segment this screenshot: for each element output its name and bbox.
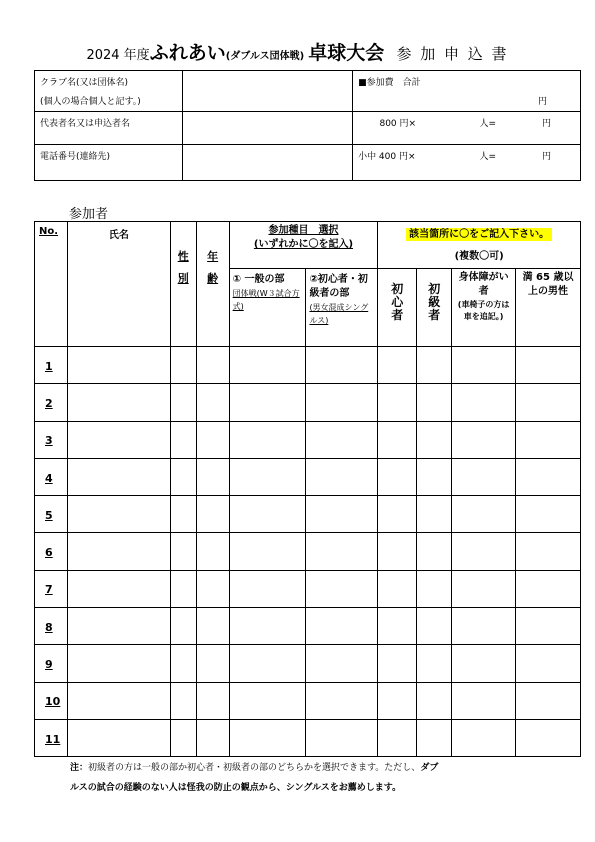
- beginner-division-sub: (男女混成シングルス): [309, 303, 369, 325]
- note-bold-2: ルスの試合の経験のない人は怪我の防止の観点から、シングルスをお薦めします。: [70, 783, 402, 793]
- entrant-sex-field[interactable]: [170, 384, 196, 421]
- elementary-check[interactable]: [417, 347, 452, 384]
- disabled-check[interactable]: [452, 347, 516, 384]
- elementary-check[interactable]: [417, 458, 452, 495]
- fee-child-cell[interactable]: [353, 145, 581, 181]
- entrant-row: [35, 608, 581, 645]
- disabled-check[interactable]: [452, 496, 516, 533]
- disabled-check[interactable]: [452, 570, 516, 607]
- fee-child-label: 小中 400 円×: [358, 152, 416, 162]
- entrant-sex-field[interactable]: [170, 682, 196, 719]
- entrant-name-field[interactable]: [67, 458, 170, 495]
- beginner-division-check[interactable]: [306, 533, 378, 570]
- entrant-name-field[interactable]: [67, 645, 170, 682]
- entrant-row: [35, 384, 581, 421]
- event-select-label: 参加種目 選択: [268, 225, 339, 236]
- over65-check[interactable]: [516, 384, 581, 421]
- entrant-name-field[interactable]: [67, 608, 170, 645]
- novice-check[interactable]: [378, 347, 417, 384]
- event-select-sub: (いずれかに〇を記入): [253, 239, 354, 250]
- entrant-name-field[interactable]: [67, 347, 170, 384]
- entrant-name-field[interactable]: [67, 533, 170, 570]
- fee-child-persons: 人=: [479, 152, 497, 162]
- entrant-name-field[interactable]: [67, 719, 170, 756]
- elementary-check[interactable]: [417, 645, 452, 682]
- disabled-check[interactable]: [452, 533, 516, 570]
- entrant-name-field[interactable]: [67, 570, 170, 607]
- disabled-check[interactable]: [452, 608, 516, 645]
- entrant-name-field[interactable]: [67, 682, 170, 719]
- entrant-sex-field[interactable]: [170, 347, 196, 384]
- over65-check[interactable]: [516, 347, 581, 384]
- col-over65: 満 65 歳以上の男性: [522, 272, 574, 297]
- novice-check[interactable]: [378, 496, 417, 533]
- fee-total-label: ■参加費 合計: [358, 78, 421, 88]
- phone-label: 電話番号(連絡先): [35, 145, 183, 181]
- entrant-sex-field[interactable]: [170, 719, 196, 756]
- entrant-age-field[interactable]: [196, 496, 229, 533]
- club-label: クラブ名(又は団体名): [40, 78, 129, 88]
- disabled-check[interactable]: [452, 421, 516, 458]
- note-bold-1: ダブ: [420, 763, 439, 773]
- general-division-check[interactable]: [229, 570, 306, 607]
- entrant-age-field[interactable]: [196, 421, 229, 458]
- disabled-check[interactable]: [452, 645, 516, 682]
- disabled-check[interactable]: [452, 719, 516, 756]
- entrant-row: [35, 719, 581, 756]
- entrant-row-number: 11: [35, 719, 68, 756]
- entrant-age-field[interactable]: [196, 645, 229, 682]
- entrant-row: [35, 496, 581, 533]
- novice-check[interactable]: [378, 421, 417, 458]
- over65-check[interactable]: [516, 533, 581, 570]
- over65-check[interactable]: [516, 645, 581, 682]
- over65-check[interactable]: [516, 496, 581, 533]
- club-name-field[interactable]: [182, 71, 352, 112]
- entrant-sex-field[interactable]: [170, 533, 196, 570]
- beginner-division-check[interactable]: [306, 682, 378, 719]
- entrant-age-field[interactable]: [196, 608, 229, 645]
- document-title: [0, 38, 595, 65]
- title-event: 卓球大会: [308, 42, 385, 64]
- entrant-row-number: 3: [35, 421, 68, 458]
- general-division-check[interactable]: [229, 421, 306, 458]
- entrant-row-number: 8: [35, 608, 68, 645]
- beginner-division-check[interactable]: [306, 645, 378, 682]
- entrant-row-number: 2: [35, 384, 68, 421]
- fee-adult-cell[interactable]: [353, 112, 581, 145]
- general-division-check[interactable]: [229, 645, 306, 682]
- beginner-division-check[interactable]: [306, 570, 378, 607]
- general-division-check[interactable]: [229, 533, 306, 570]
- mark-note-multiple: (複数〇可): [454, 251, 504, 262]
- entrant-row-number: 1: [35, 347, 68, 384]
- novice-check[interactable]: [378, 682, 417, 719]
- novice-check[interactable]: [378, 645, 417, 682]
- entrant-row-number: 6: [35, 533, 68, 570]
- title-entry: 参 加 申 込 書: [396, 45, 509, 63]
- beginner-division-check[interactable]: [306, 347, 378, 384]
- elementary-check[interactable]: [417, 421, 452, 458]
- entrant-row: [35, 347, 581, 384]
- general-division-label: ① 一般の部: [232, 274, 285, 285]
- elementary-check[interactable]: [417, 533, 452, 570]
- elementary-check[interactable]: [417, 608, 452, 645]
- beginner-division-check[interactable]: [306, 496, 378, 533]
- club-label-cell: [35, 71, 183, 112]
- general-division-check[interactable]: [229, 719, 306, 756]
- disabled-check[interactable]: [452, 458, 516, 495]
- entrants-label: 参加者: [69, 207, 109, 222]
- mark-note: 該当箇所に〇をご記入下さい。: [406, 228, 552, 241]
- club-info-table: [34, 70, 581, 181]
- beginner-division-check[interactable]: [306, 608, 378, 645]
- entrant-name-field[interactable]: [67, 496, 170, 533]
- entrant-sex-field[interactable]: [170, 645, 196, 682]
- elementary-check[interactable]: [417, 682, 452, 719]
- col-name: 氏名: [108, 230, 129, 241]
- col-disabled: 身体障がい者: [458, 272, 509, 297]
- title-name: ふれあい: [149, 42, 226, 64]
- fee-total-cell[interactable]: [353, 71, 581, 112]
- beginner-division-check[interactable]: [306, 421, 378, 458]
- entrant-row: [35, 682, 581, 719]
- col-disabled-sub: (車椅子の方は車を追記。): [457, 300, 510, 321]
- disabled-check[interactable]: [452, 384, 516, 421]
- entrant-sex-field[interactable]: [170, 458, 196, 495]
- fee-total-yen: 円: [537, 97, 547, 107]
- novice-check[interactable]: [378, 458, 417, 495]
- entrant-age-field[interactable]: [196, 384, 229, 421]
- entrant-row-number: 9: [35, 645, 68, 682]
- novice-check[interactable]: [378, 719, 417, 756]
- col-age: 年齢: [207, 250, 219, 285]
- title-sub: (ダブルス団体戦): [225, 51, 305, 62]
- beginner-division-check[interactable]: [306, 384, 378, 421]
- general-division-check[interactable]: [229, 458, 306, 495]
- general-division-check[interactable]: [229, 682, 306, 719]
- entrants-table: [34, 221, 581, 757]
- general-division-sub: 団体戦(W３試合方式): [232, 289, 300, 311]
- entrant-age-field[interactable]: [196, 458, 229, 495]
- entrant-age-field[interactable]: [196, 570, 229, 607]
- entrant-row: [35, 421, 581, 458]
- note: [70, 758, 550, 798]
- disabled-check[interactable]: [452, 682, 516, 719]
- novice-check[interactable]: [378, 570, 417, 607]
- entrant-age-field[interactable]: [196, 533, 229, 570]
- beginner-division-label: ②初心者・初級者の部: [309, 274, 368, 299]
- general-division-check[interactable]: [229, 347, 306, 384]
- elementary-check[interactable]: [417, 719, 452, 756]
- entrant-row-number: 10: [35, 682, 68, 719]
- title-year: 2024 年度: [86, 48, 150, 63]
- entrant-row-number: 4: [35, 458, 68, 495]
- col-sex: 性別: [177, 250, 189, 285]
- elementary-check[interactable]: [417, 384, 452, 421]
- entrant-row: [35, 570, 581, 607]
- entrant-sex-field[interactable]: [170, 421, 196, 458]
- entrant-sex-field[interactable]: [170, 608, 196, 645]
- fee-adult-label: 800 円×: [379, 119, 417, 129]
- over65-check[interactable]: [516, 458, 581, 495]
- col-no: No.: [39, 226, 59, 237]
- elementary-check[interactable]: [417, 496, 452, 533]
- note-text: 初級者の方は一般の部か初心者・初級者の部のどちらかを選択できます。ただし、: [88, 763, 421, 773]
- over65-check[interactable]: [516, 608, 581, 645]
- col-elementary: 初級者: [428, 282, 441, 322]
- elementary-check[interactable]: [417, 570, 452, 607]
- note-label: 注：: [70, 763, 89, 773]
- over65-check[interactable]: [516, 682, 581, 719]
- entrant-name-field[interactable]: [67, 384, 170, 421]
- over65-check[interactable]: [516, 570, 581, 607]
- general-division-check[interactable]: [229, 496, 306, 533]
- club-sub-label: (個人の場合個人と記す。): [40, 97, 141, 107]
- entrant-row-number: 5: [35, 496, 68, 533]
- fee-child-yen: 円: [542, 152, 552, 162]
- over65-check[interactable]: [516, 719, 581, 756]
- entrant-row-number: 7: [35, 570, 68, 607]
- fee-adult-persons: 人=: [479, 119, 497, 129]
- novice-check[interactable]: [378, 533, 417, 570]
- fee-adult-yen: 円: [542, 119, 552, 129]
- entrant-age-field[interactable]: [196, 719, 229, 756]
- novice-check[interactable]: [378, 608, 417, 645]
- general-division-check[interactable]: [229, 608, 306, 645]
- beginner-division-check[interactable]: [306, 458, 378, 495]
- entrant-name-field[interactable]: [67, 421, 170, 458]
- over65-check[interactable]: [516, 421, 581, 458]
- entrant-age-field[interactable]: [196, 347, 229, 384]
- rep-label: 代表者名又は申込者名: [35, 112, 183, 145]
- entrant-row: [35, 458, 581, 495]
- beginner-division-check[interactable]: [306, 719, 378, 756]
- entrant-row: [35, 533, 581, 570]
- entrant-sex-field[interactable]: [170, 570, 196, 607]
- novice-check[interactable]: [378, 384, 417, 421]
- phone-field[interactable]: [182, 145, 352, 181]
- entrant-age-field[interactable]: [196, 682, 229, 719]
- entrant-sex-field[interactable]: [170, 496, 196, 533]
- general-division-check[interactable]: [229, 384, 306, 421]
- entrant-row: [35, 645, 581, 682]
- col-novice: 初心者: [391, 282, 404, 322]
- rep-name-field[interactable]: [182, 112, 352, 145]
